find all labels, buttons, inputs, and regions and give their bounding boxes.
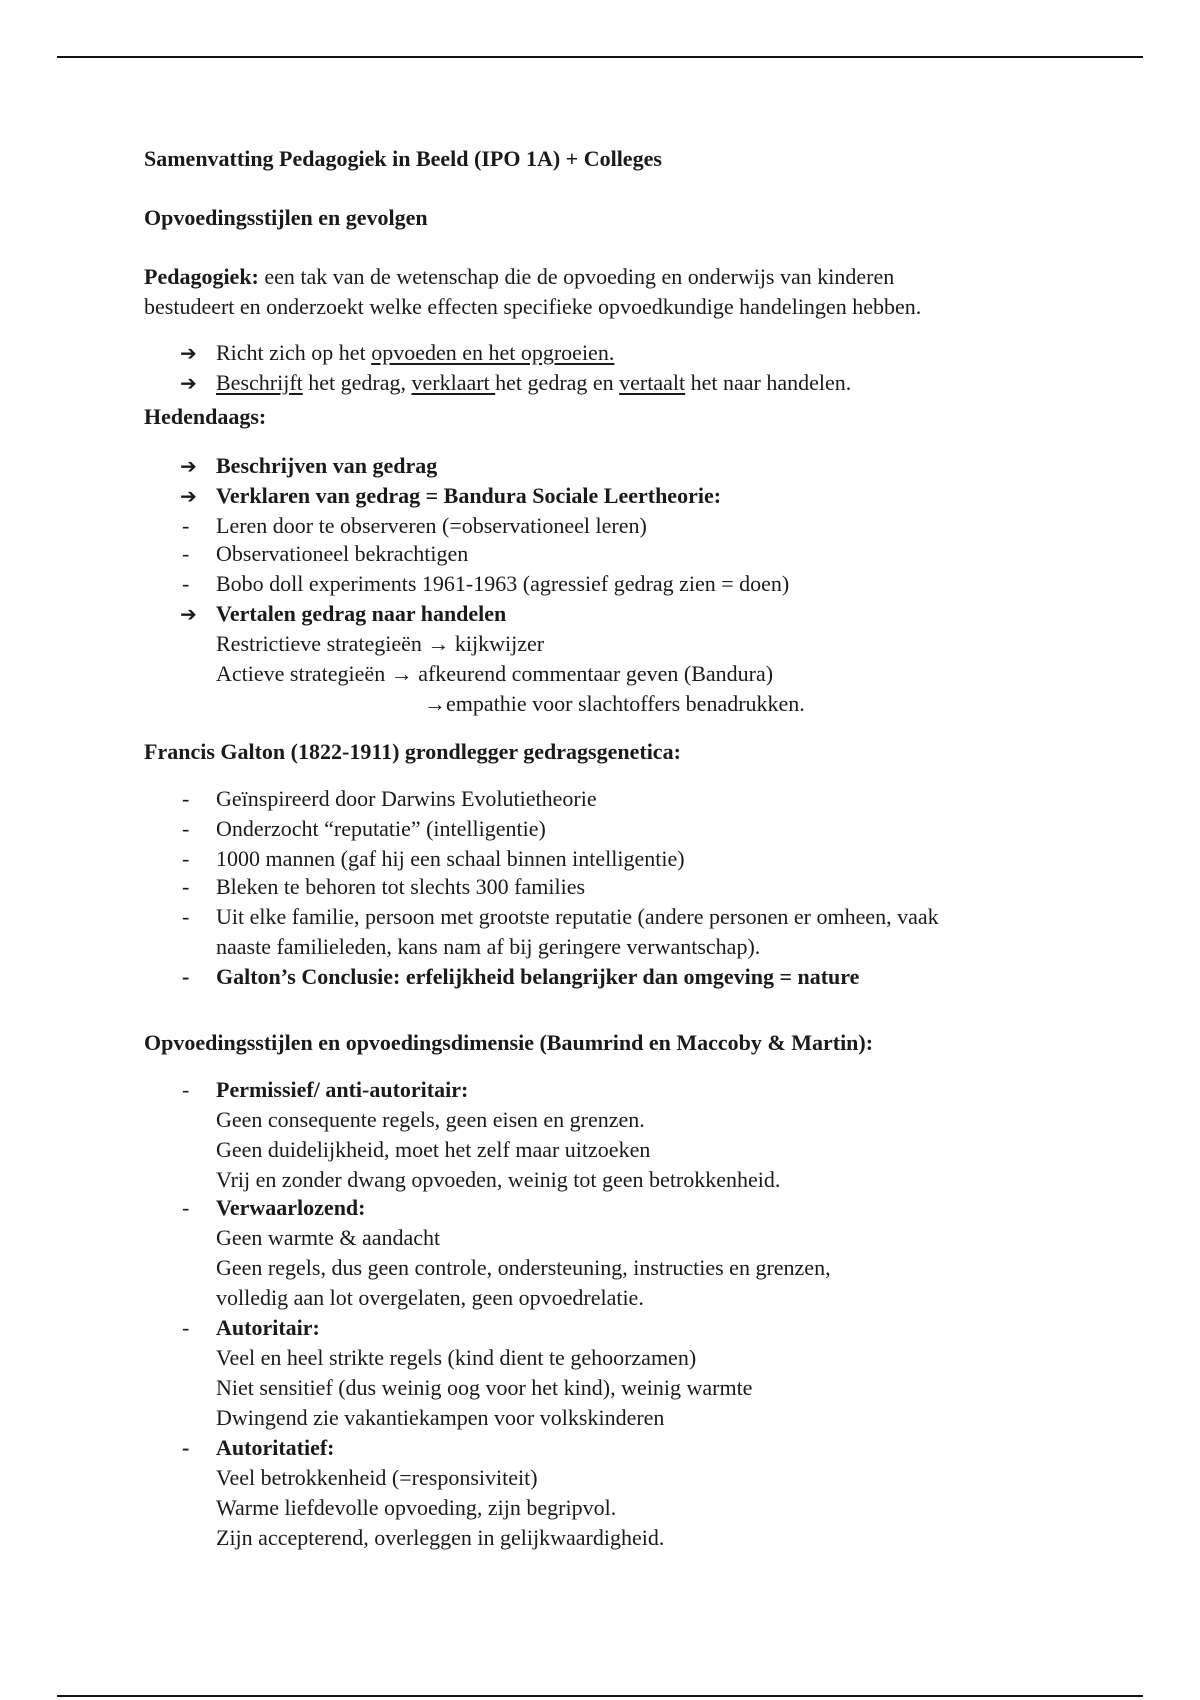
- underlined-text: verklaart: [411, 370, 496, 395]
- list-item: Actieve strategieën → afkeurend commentaar geven (Bandura): [216, 661, 774, 686]
- dash-bullet: -: [182, 571, 190, 596]
- document-title: Samenvatting Pedagogiek in Beeld (IPO 1A) + Colleges: [144, 146, 662, 171]
- list-item: Geïnspireerd door Darwins Evolutietheorie: [216, 786, 597, 811]
- bullet-line: Vertalen gedrag naar handelen: [216, 601, 507, 626]
- dash-bullet: -: [182, 874, 190, 899]
- list-item: Observationeel bekrachtigen: [216, 541, 469, 566]
- bullet-line: Beschrijven van gedrag: [216, 453, 438, 478]
- dash-bullet: -: [182, 904, 190, 929]
- list-item: →empathie voor slachtoffers benadrukken.: [424, 691, 805, 716]
- style-name: Autoritatief:: [216, 1435, 335, 1460]
- style-name: Permissief/ anti-autoritair:: [216, 1077, 469, 1102]
- dash-bullet: -: [182, 1315, 190, 1340]
- arrow-bullet-icon: ➔: [180, 454, 197, 478]
- bullet-text: het naar handelen.: [685, 370, 852, 395]
- bullet-text: het gedrag en: [495, 370, 620, 395]
- bullet-text: het gedrag,: [302, 370, 412, 395]
- section-heading: Opvoedingsstijlen en opvoedingsdimensie (Baumrind en Maccoby & Martin):: [144, 1030, 874, 1055]
- style-line: Niet sensitief (dus weinig oog voor het kind), weinig warmte: [216, 1375, 753, 1400]
- dash-bullet: -: [182, 846, 190, 871]
- list-item: Restrictieve strategieën → kijkwijzer: [216, 631, 545, 656]
- definition-line: bestudeert en onderzoekt welke effecten specifieke opvoedkundige handelingen hebben.: [144, 294, 922, 319]
- arrow-bullet-icon: ➔: [180, 341, 197, 365]
- style-line: Geen regels, dus geen controle, ondersteuning, instructies en grenzen,: [216, 1255, 831, 1280]
- arrow-bullet-icon: ➔: [180, 602, 197, 626]
- style-name: Verwaarlozend:: [216, 1195, 366, 1220]
- dash-bullet: -: [182, 541, 190, 566]
- definition-text: een tak van de wetenschap die de opvoeding en onderwijs van kinderen: [258, 264, 895, 289]
- dash-bullet: -: [182, 1195, 190, 1220]
- style-line: Veel betrokkenheid (=responsiviteit): [216, 1465, 538, 1490]
- list-item: Bleken te behoren tot slechts 300 families: [216, 874, 586, 899]
- bullet-line: [216, 370, 851, 396]
- underlined-text: vertaalt: [619, 370, 686, 395]
- underlined-text: opvoeden en het opgroeien.: [371, 340, 615, 365]
- dash-bullet: -: [182, 816, 190, 841]
- section-heading: Opvoedingsstijlen en gevolgen: [144, 205, 428, 230]
- dash-bullet: -: [182, 1435, 190, 1460]
- style-line: Warme liefdevolle opvoeding, zijn begripvol.: [216, 1495, 617, 1520]
- list-item: 1000 mannen (gaf hij een schaal binnen intelligentie): [216, 846, 685, 871]
- style-line: Geen duidelijkheid, moet het zelf maar uitzoeken: [216, 1137, 651, 1162]
- style-line: Zijn accepterend, overleggen in gelijkwaardigheid.: [216, 1525, 665, 1550]
- dash-bullet: -: [182, 964, 190, 989]
- list-item: Bobo doll experiments 1961-1963 (agressief gedrag zien = doen): [216, 571, 790, 596]
- definition-line: [144, 264, 894, 290]
- underlined-text: Beschrijft: [216, 370, 303, 395]
- bullet-line: Verklaren van gedrag = Bandura Sociale Leertheorie:: [216, 483, 722, 508]
- dash-bullet: -: [182, 1077, 190, 1102]
- style-line: Veel en heel strikte regels (kind dient te gehoorzamen): [216, 1345, 697, 1370]
- dash-bullet: -: [182, 786, 190, 811]
- style-name: Autoritair:: [216, 1315, 320, 1340]
- style-line: Geen warmte & aandacht: [216, 1225, 441, 1250]
- conclusion: Galton’s Conclusie: erfelijkheid belangrijker dan omgeving = nature: [216, 964, 860, 989]
- definition-term: Pedagogiek:: [144, 264, 259, 289]
- style-line: Vrij en zonder dwang opvoeden, weinig tot geen betrokkenheid.: [216, 1167, 781, 1192]
- bullet-text: Richt zich op het: [216, 340, 372, 365]
- bottom-rule: [57, 1695, 1143, 1697]
- dash-bullet: -: [182, 513, 190, 538]
- list-item: Onderzocht “reputatie” (intelligentie): [216, 816, 546, 841]
- style-line: volledig aan lot overgelaten, geen opvoedrelatie.: [216, 1285, 644, 1310]
- style-line: Dwingend zie vakantiekampen voor volkskinderen: [216, 1405, 665, 1430]
- arrow-bullet-icon: ➔: [180, 484, 197, 508]
- style-line: Geen consequente regels, geen eisen en grenzen.: [216, 1107, 645, 1132]
- section-heading: Hedendaags:: [144, 404, 267, 429]
- list-item: Uit elke familie, persoon met grootste reputatie (andere personen er omheen, vaak: [216, 904, 939, 929]
- list-item: Leren door te observeren (=observationeel leren): [216, 513, 647, 538]
- arrow-bullet-icon: ➔: [180, 371, 197, 395]
- bullet-line: [216, 340, 614, 366]
- section-heading: Francis Galton (1822-1911) grondlegger gedragsgenetica:: [144, 739, 681, 764]
- list-item: naaste familieleden, kans nam af bij geringere verwantschap).: [216, 934, 761, 959]
